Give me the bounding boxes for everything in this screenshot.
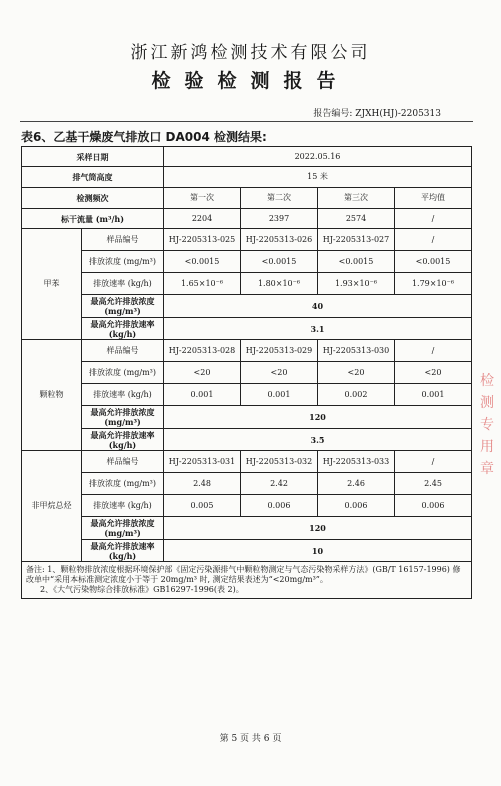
- sample-no: /: [395, 229, 472, 251]
- stack-height-value: 15 米: [164, 167, 472, 188]
- particulate-max-conc-row: [22, 406, 472, 429]
- sampling-date-row: [22, 147, 472, 167]
- particulate-conc-row: [22, 362, 472, 384]
- toluene-max-rate-row: [22, 318, 472, 340]
- pollutant-name: 颗粒物: [22, 340, 82, 451]
- conc-value: 2.46: [318, 473, 395, 495]
- results-table: [21, 146, 472, 599]
- table-title: 表6、乙基干燥废气排放口 DA004 检测结果:: [21, 130, 267, 144]
- sample-no: HJ-2205313-026: [241, 229, 318, 251]
- notes-cell: [22, 562, 472, 599]
- conc-value: <0.0015: [241, 251, 318, 273]
- max-rate-label: 最高允许排放速率 (kg/h): [82, 429, 164, 451]
- conc-value: <20: [241, 362, 318, 384]
- rate-value: 1.80×10⁻⁶: [241, 273, 318, 295]
- sample-no: /: [395, 340, 472, 362]
- flow-value: /: [395, 209, 472, 229]
- rate-value: 1.79×10⁻⁶: [395, 273, 472, 295]
- sample-no-label: 样品编号: [82, 229, 164, 251]
- conc-value: <20: [164, 362, 241, 384]
- particulate-max-rate-row: [22, 429, 472, 451]
- conc-value: 2.42: [241, 473, 318, 495]
- note-1: 备注: 1、颗粒物排放浓度根据环境保护部《固定污染源排气中颗粒物测定与气态污染物采样方法》(GB/T 16157-1996) 修改单中“采用本标准测定浓度小于等于 20mg/m³ 时, 测定结果表述为“<20mg/m³”。: [26, 565, 461, 584]
- conc-label: 排放浓度 (mg/m³): [82, 362, 164, 384]
- rate-value: 0.005: [164, 495, 241, 517]
- sampling-date-label: 采样日期: [22, 147, 164, 167]
- rate-value: 0.006: [241, 495, 318, 517]
- nmhc-max-conc-row: [22, 517, 472, 540]
- max-rate-value: 10: [164, 540, 472, 562]
- nmhc-conc-row: [22, 473, 472, 495]
- toluene-conc-row: [22, 251, 472, 273]
- conc-label: 排放浓度 (mg/m³): [82, 251, 164, 273]
- sample-no-label: 样品编号: [82, 451, 164, 473]
- pollutant-name: 非甲烷总烃: [22, 451, 82, 562]
- sample-no: HJ-2205313-032: [241, 451, 318, 473]
- page-number: 第 5 页 共 6 页: [219, 734, 282, 744]
- flow-value: 2204: [164, 209, 241, 229]
- sample-no: HJ-2205313-030: [318, 340, 395, 362]
- conc-value: <0.0015: [164, 251, 241, 273]
- seal-stamp: 检 测 专 用 章: [480, 373, 494, 477]
- max-conc-value: 120: [164, 517, 472, 540]
- frequency-row: [22, 188, 472, 209]
- sample-no: HJ-2205313-025: [164, 229, 241, 251]
- conc-label: 排放浓度 (mg/m³): [82, 473, 164, 495]
- rate-value: 0.006: [318, 495, 395, 517]
- max-rate-label: 最高允许排放速率 (kg/h): [82, 318, 164, 340]
- rate-value: 0.001: [164, 384, 241, 406]
- nmhc-sample-row: [22, 451, 472, 473]
- rate-value: 0.001: [395, 384, 472, 406]
- column-header: 第一次: [164, 188, 241, 209]
- sample-no: HJ-2205313-027: [318, 229, 395, 251]
- column-header: 第三次: [318, 188, 395, 209]
- max-rate-value: 3.5: [164, 429, 472, 451]
- max-conc-label: 最高允许排放浓度 (mg/m³): [82, 295, 164, 318]
- column-header: 平均值: [395, 188, 472, 209]
- sample-no: HJ-2205313-033: [318, 451, 395, 473]
- rate-label: 排放速率 (kg/h): [82, 273, 164, 295]
- flow-value: 2397: [241, 209, 318, 229]
- sample-no-label: 样品编号: [82, 340, 164, 362]
- max-conc-label: 最高允许排放浓度 (mg/m³): [82, 517, 164, 540]
- nmhc-rate-row: [22, 495, 472, 517]
- nmhc-max-rate-row: [22, 540, 472, 562]
- sample-no: HJ-2205313-029: [241, 340, 318, 362]
- company-name: 浙江新鸿检测技术有限公司: [130, 43, 371, 63]
- conc-value: 2.45: [395, 473, 472, 495]
- rate-label: 排放速率 (kg/h): [82, 384, 164, 406]
- stack-height-label: 排气筒高度: [22, 167, 164, 188]
- notes-row: [22, 562, 472, 599]
- particulate-rate-row: [22, 384, 472, 406]
- stack-height-row: [22, 167, 472, 188]
- conc-value: <20: [318, 362, 395, 384]
- toluene-max-conc-row: [22, 295, 472, 318]
- frequency-label: 检测频次: [22, 188, 164, 209]
- sample-no: HJ-2205313-031: [164, 451, 241, 473]
- conc-value: <20: [395, 362, 472, 384]
- flow-row: [22, 209, 472, 229]
- max-conc-value: 120: [164, 406, 472, 429]
- max-rate-label: 最高允许排放速率 (kg/h): [82, 540, 164, 562]
- note-2: 2、《大气污染物综合排放标准》GB16297-1996(表 2)。: [40, 585, 244, 594]
- rate-value: 0.006: [395, 495, 472, 517]
- rate-label: 排放速率 (kg/h): [82, 495, 164, 517]
- report-number: 报告编号: ZJXH(HJ)-2205313: [313, 109, 441, 119]
- header-divider: [20, 121, 473, 122]
- max-conc-label: 最高允许排放浓度 (mg/m³): [82, 406, 164, 429]
- sample-no: /: [395, 451, 472, 473]
- sample-no: HJ-2205313-028: [164, 340, 241, 362]
- toluene-rate-row: [22, 273, 472, 295]
- report-title: 检验检测报告: [151, 70, 350, 92]
- column-header: 第二次: [241, 188, 318, 209]
- sampling-date-value: 2022.05.16: [164, 147, 472, 167]
- conc-value: <0.0015: [395, 251, 472, 273]
- flow-label: 标干流量 (m³/h): [22, 209, 164, 229]
- rate-value: 1.93×10⁻⁶: [318, 273, 395, 295]
- flow-value: 2574: [318, 209, 395, 229]
- conc-value: 2.48: [164, 473, 241, 495]
- rate-value: 1.65×10⁻⁶: [164, 273, 241, 295]
- toluene-sample-row: [22, 229, 472, 251]
- particulate-sample-row: [22, 340, 472, 362]
- conc-value: <0.0015: [318, 251, 395, 273]
- max-conc-value: 40: [164, 295, 472, 318]
- rate-value: 0.001: [241, 384, 318, 406]
- max-rate-value: 3.1: [164, 318, 472, 340]
- rate-value: 0.002: [318, 384, 395, 406]
- pollutant-name: 甲苯: [22, 229, 82, 340]
